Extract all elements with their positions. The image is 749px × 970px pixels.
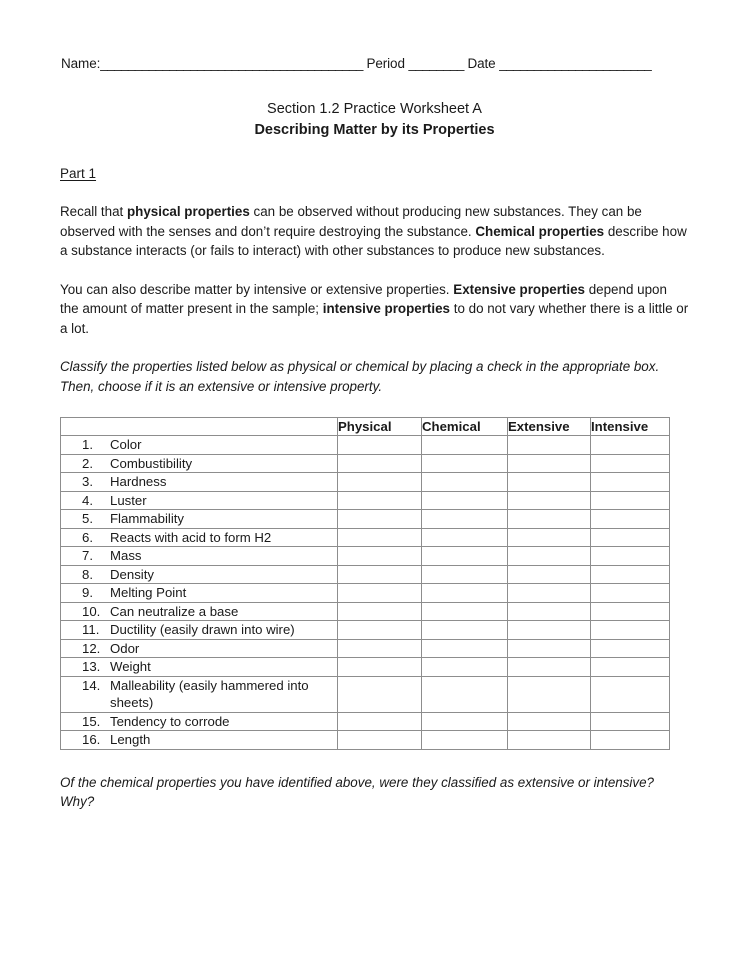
property-cell [61,639,338,658]
property-number: 11. [82,622,100,637]
property-item [61,436,337,454]
checkbox-cell-chemical[interactable] [422,510,508,529]
checkbox-cell-chemical[interactable] [422,731,508,750]
property-cell [61,731,338,750]
checkbox-cell-chemical[interactable] [422,547,508,566]
property-cell [61,602,338,621]
property-item [61,547,337,565]
para1-segment-1: Recall that [60,204,127,219]
para2-segment-2: depend upon the amount of matter present in the sample; [60,281,667,316]
checkbox-cell-chemical[interactable] [422,565,508,584]
property-label: Combustibility [110,455,193,471]
property-cell [61,712,338,731]
term-intensive-properties: intensive properties [322,301,451,316]
checkbox-cell-physical[interactable] [338,565,422,584]
table-row [61,621,670,640]
checkbox-cell-extensive[interactable] [508,602,591,621]
property-cell [61,473,338,492]
table-row [61,491,670,510]
table-body [61,436,670,750]
property-number: 15. [82,713,101,729]
property-number: 1. [82,437,93,452]
paragraph-physical-chemical [60,202,689,261]
column-header-intensive: Intensive [591,418,670,436]
property-item [61,510,337,528]
table-header-row [61,418,670,436]
property-number: 14. [82,677,101,693]
property-label: Color [110,437,142,452]
checkbox-cell-extensive[interactable] [508,436,591,455]
property-item [61,584,337,602]
property-number: 7. [82,548,93,563]
checkbox-cell-chemical[interactable] [422,658,508,677]
checkbox-cell-chemical[interactable] [422,676,508,712]
table-row [61,565,670,584]
table-row [61,712,670,731]
instruction-text: Classify the properties listed below as physical or chemical by placing a check in the appropriate box. Then, choose if it is an extensive or intensive property. [60,359,660,394]
part-heading [60,165,689,183]
checkbox-cell-extensive[interactable] [508,565,591,584]
property-number: 2. [82,455,93,471]
table-row [61,676,670,712]
checkbox-cell-intensive[interactable] [591,454,670,473]
paragraph-intensive-extensive [60,280,689,339]
checkbox-cell-intensive[interactable] [591,602,670,621]
column-header-chemical: Chemical [422,418,508,436]
checkbox-cell-physical[interactable] [338,731,422,750]
checkbox-cell-extensive[interactable] [508,731,591,750]
checkbox-cell-intensive[interactable] [591,473,670,492]
checkbox-cell-extensive[interactable] [508,491,591,510]
property-cell [61,584,338,603]
period-label: Period [366,56,405,71]
checkbox-cell-intensive[interactable] [591,547,670,566]
property-item [61,455,337,473]
column-header-property [61,418,338,436]
checkbox-cell-extensive[interactable] [508,510,591,529]
checkbox-cell-chemical[interactable] [422,639,508,658]
property-item [61,640,337,658]
name-label: Name: [61,56,101,71]
property-label: Mass [110,548,142,563]
property-cell [61,676,338,712]
checkbox-cell-chemical[interactable] [422,436,508,455]
property-number: 16. [82,732,101,747]
para2-segment-3: to do not vary whether there is a little or a lot. [60,301,689,336]
property-label: Flammability [110,511,185,526]
column-header-extensive: Extensive [508,418,591,436]
checkbox-cell-intensive[interactable] [591,528,670,547]
table-row [61,731,670,750]
property-label: Ductility (easily drawn into wire) [110,622,295,637]
checkbox-cell-physical[interactable] [338,473,422,492]
property-item [61,731,337,749]
property-label: Tendency to corrode [110,713,230,729]
property-number: 6. [82,529,93,545]
checkbox-cell-intensive[interactable] [591,584,670,603]
property-item [61,603,337,621]
property-item [61,713,337,731]
table-row [61,658,670,677]
property-cell [61,528,338,547]
table-row [61,436,670,455]
property-number: 8. [82,566,93,582]
checkbox-cell-intensive[interactable] [591,731,670,750]
para1-segment-3: describe how a substance interacts (or fails to interact) with other substances to produce new substances. [60,223,687,258]
checkbox-cell-physical[interactable] [338,510,422,529]
properties-classification-table [60,417,670,750]
property-label: Malleability (easily hammered into sheets) [110,677,309,710]
checkbox-cell-intensive[interactable] [591,436,670,455]
property-cell [61,658,338,677]
property-item [61,529,337,547]
checkbox-cell-extensive[interactable] [508,621,591,640]
student-info-line [61,55,689,73]
table-row [61,584,670,603]
property-cell [61,454,338,473]
property-number: 9. [82,585,93,600]
checkbox-cell-intensive[interactable] [591,491,670,510]
checkbox-cell-physical[interactable] [338,676,422,712]
property-cell [61,436,338,455]
checkbox-cell-intensive[interactable] [591,712,670,731]
checkbox-cell-extensive[interactable] [508,454,591,473]
property-item [61,658,337,676]
checkbox-cell-extensive[interactable] [508,639,591,658]
title-block [60,99,689,141]
property-label: Weight [110,659,151,674]
property-number: 10. [82,603,101,619]
checkbox-cell-physical[interactable] [338,454,422,473]
table-row [61,454,670,473]
property-item [61,473,337,491]
table-row [61,602,670,621]
property-label: Melting Point [110,585,187,600]
checkbox-cell-intensive[interactable] [591,639,670,658]
checkbox-cell-intensive[interactable] [591,621,670,640]
term-extensive-properties: Extensive properties [453,281,585,297]
name-blank-line[interactable]: ______________________________________ [100,56,363,71]
property-cell [61,621,338,640]
checkbox-cell-intensive[interactable] [591,676,670,712]
property-number: 4. [82,492,93,508]
worksheet-subtitle: Describing Matter by its Properties [254,122,495,138]
worksheet-title: Section 1.2 Practice Worksheet A [267,101,482,117]
checkbox-cell-intensive[interactable] [591,565,670,584]
checkbox-cell-intensive[interactable] [591,658,670,677]
date-label: Date [467,56,496,71]
checkbox-cell-physical[interactable] [338,491,422,510]
checkbox-cell-chemical[interactable] [422,602,508,621]
property-cell [61,565,338,584]
checkbox-cell-chemical[interactable] [422,621,508,640]
checkbox-cell-physical[interactable] [338,584,422,603]
term-chemical-properties: Chemical properties [475,223,605,239]
property-number: 5. [82,511,93,526]
checkbox-cell-extensive[interactable] [508,584,591,603]
checkbox-cell-physical[interactable] [338,712,422,731]
property-cell [61,491,338,510]
table-row [61,510,670,529]
checkbox-cell-chemical[interactable] [422,584,508,603]
column-header-physical: Physical [338,418,422,436]
property-number: 13. [82,659,101,674]
checkbox-cell-physical[interactable] [338,436,422,455]
property-label: Hardness [110,474,167,489]
property-item [61,566,337,584]
checkbox-cell-chemical[interactable] [422,528,508,547]
property-item [61,492,337,510]
property-label: Can neutralize a base [110,603,239,619]
checkbox-cell-extensive[interactable] [508,658,591,677]
property-number: 12. [82,640,101,656]
property-label: Luster [110,492,147,508]
property-number: 3. [82,474,93,489]
checkbox-cell-physical[interactable] [338,658,422,677]
checkbox-cell-physical[interactable] [338,547,422,566]
table-row [61,547,670,566]
checkbox-cell-physical[interactable] [338,528,422,547]
property-cell [61,547,338,566]
checkbox-cell-chemical[interactable] [422,454,508,473]
term-physical-properties: physical properties [127,204,250,219]
property-item [61,621,337,639]
period-blank-line[interactable]: ________ [408,56,464,71]
part-heading-label: Part 1 [60,166,97,181]
para2-segment-1: You can also describe matter by intensive or extensive properties. [60,281,454,297]
checkbox-cell-extensive[interactable] [508,712,591,731]
para1-segment-2: can be observed without producing new substances. They can be observed with the senses and don’t require destroying the substance. [60,204,642,239]
table-row [61,473,670,492]
date-blank-line[interactable]: ______________________ [499,56,652,71]
checkbox-cell-extensive[interactable] [508,473,591,492]
checkbox-cell-physical[interactable] [338,621,422,640]
checkbox-cell-chemical[interactable] [422,473,508,492]
checkbox-cell-physical[interactable] [338,602,422,621]
checkbox-cell-physical[interactable] [338,639,422,658]
property-label: Odor [110,640,140,656]
table-row [61,639,670,658]
property-item [61,677,337,712]
footer-question: Of the chemical properties you have identified above, were they classified as extensive or intensive? Why? [60,774,654,809]
table-row [61,528,670,547]
checkbox-cell-intensive[interactable] [591,510,670,529]
property-label: Reacts with acid to form H2 [110,529,272,545]
checkbox-cell-extensive[interactable] [508,676,591,712]
property-label: Length [110,732,151,747]
checkbox-cell-chemical[interactable] [422,491,508,510]
checkbox-cell-chemical[interactable] [422,712,508,731]
checkbox-cell-extensive[interactable] [508,528,591,547]
checkbox-cell-extensive[interactable] [508,547,591,566]
property-label: Density [110,566,154,582]
property-cell [61,510,338,529]
